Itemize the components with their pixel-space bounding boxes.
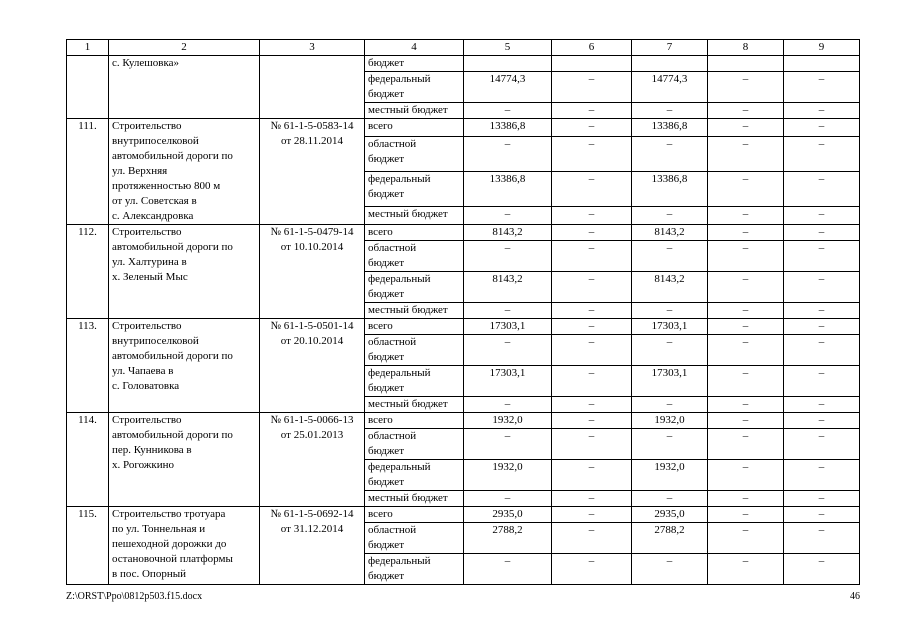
value-cell: – bbox=[464, 103, 552, 119]
value-cell: – bbox=[784, 241, 860, 272]
funding-source: областной бюджет bbox=[365, 523, 464, 554]
funding-source: федеральный бюджет bbox=[365, 554, 464, 585]
funding-source: всего bbox=[365, 225, 464, 241]
value-cell: 13386,8 bbox=[632, 171, 708, 206]
funding-source: местный бюджет bbox=[365, 303, 464, 319]
funding-source: местный бюджет bbox=[365, 491, 464, 507]
value-cell: – bbox=[708, 272, 784, 303]
value-cell: – bbox=[784, 119, 860, 137]
value-cell: – bbox=[708, 72, 784, 103]
value-cell: 2788,2 bbox=[632, 523, 708, 554]
value-cell: 8143,2 bbox=[632, 225, 708, 241]
value-cell: – bbox=[784, 303, 860, 319]
value-cell: – bbox=[552, 241, 632, 272]
value-cell: – bbox=[708, 319, 784, 335]
value-cell: – bbox=[552, 491, 632, 507]
table-row bbox=[67, 225, 860, 241]
funding-source: федеральный бюджет bbox=[365, 72, 464, 103]
value-cell bbox=[708, 56, 784, 72]
value-cell: – bbox=[464, 137, 552, 172]
value-cell: – bbox=[708, 171, 784, 206]
funding-source: всего bbox=[365, 413, 464, 429]
value-cell: – bbox=[552, 366, 632, 397]
permit-number: № 61-1-5-0066-13 от 25.01.2013 bbox=[260, 413, 365, 507]
value-cell: 17303,1 bbox=[464, 366, 552, 397]
value-cell: – bbox=[784, 72, 860, 103]
value-cell: – bbox=[552, 206, 632, 224]
value-cell: – bbox=[632, 137, 708, 172]
funding-source: федеральный бюджет bbox=[365, 366, 464, 397]
value-cell bbox=[464, 56, 552, 72]
value-cell: – bbox=[784, 413, 860, 429]
funding-source: бюджет bbox=[365, 56, 464, 72]
value-cell: 2935,0 bbox=[632, 507, 708, 523]
value-cell: 8143,2 bbox=[632, 272, 708, 303]
table-row bbox=[67, 56, 860, 72]
permit-number: № 61-1-5-0479-14 от 10.10.2014 bbox=[260, 225, 365, 319]
value-cell: – bbox=[784, 137, 860, 172]
value-cell: – bbox=[552, 429, 632, 460]
table-row bbox=[67, 507, 860, 523]
value-cell: – bbox=[552, 335, 632, 366]
value-cell: 17303,1 bbox=[464, 319, 552, 335]
value-cell: – bbox=[784, 429, 860, 460]
funding-source: областной бюджет bbox=[365, 137, 464, 172]
value-cell: – bbox=[708, 303, 784, 319]
value-cell: – bbox=[552, 171, 632, 206]
item-number bbox=[67, 56, 109, 119]
value-cell: – bbox=[552, 225, 632, 241]
value-cell: – bbox=[708, 206, 784, 224]
value-cell: – bbox=[464, 335, 552, 366]
funding-source: всего bbox=[365, 119, 464, 137]
value-cell: – bbox=[784, 491, 860, 507]
value-cell: – bbox=[632, 103, 708, 119]
value-cell bbox=[552, 56, 632, 72]
value-cell: – bbox=[552, 103, 632, 119]
column-number-header: 5 bbox=[464, 40, 552, 56]
value-cell: – bbox=[784, 272, 860, 303]
value-cell: – bbox=[464, 303, 552, 319]
value-cell: – bbox=[552, 523, 632, 554]
header-row bbox=[67, 40, 860, 56]
column-number-header: 3 bbox=[260, 40, 365, 56]
column-number-header: 8 bbox=[708, 40, 784, 56]
value-cell: – bbox=[708, 429, 784, 460]
value-cell: 13386,8 bbox=[464, 171, 552, 206]
value-cell: – bbox=[632, 241, 708, 272]
value-cell: – bbox=[708, 413, 784, 429]
value-cell: – bbox=[708, 241, 784, 272]
page-number: 46 bbox=[850, 591, 860, 602]
value-cell: 2788,2 bbox=[464, 523, 552, 554]
item-title: Строительство автомобильной дороги по пер. Кунникова в х. Рогожкино bbox=[109, 413, 260, 507]
value-cell bbox=[784, 56, 860, 72]
value-cell: 1932,0 bbox=[464, 413, 552, 429]
value-cell: – bbox=[784, 319, 860, 335]
value-cell: – bbox=[784, 397, 860, 413]
value-cell: 1932,0 bbox=[632, 413, 708, 429]
value-cell: – bbox=[464, 206, 552, 224]
item-number: 115. bbox=[67, 507, 109, 585]
value-cell: – bbox=[552, 507, 632, 523]
funding-source: всего bbox=[365, 319, 464, 335]
file-path: Z:\ORST\Ppo\0812p503.f15.docx bbox=[66, 591, 203, 602]
column-number-header: 2 bbox=[109, 40, 260, 56]
value-cell: – bbox=[552, 119, 632, 137]
value-cell: 1932,0 bbox=[632, 460, 708, 491]
value-cell: – bbox=[632, 554, 708, 585]
value-cell: – bbox=[552, 72, 632, 103]
value-cell: – bbox=[464, 491, 552, 507]
value-cell: – bbox=[708, 119, 784, 137]
value-cell: – bbox=[632, 303, 708, 319]
value-cell: 13386,8 bbox=[632, 119, 708, 137]
value-cell: – bbox=[708, 366, 784, 397]
value-cell: – bbox=[708, 491, 784, 507]
value-cell: – bbox=[708, 523, 784, 554]
value-cell: 8143,2 bbox=[464, 225, 552, 241]
value-cell: – bbox=[784, 206, 860, 224]
value-cell: – bbox=[708, 554, 784, 585]
funding-source: всего bbox=[365, 507, 464, 523]
permit-number: № 61-1-5-0501-14 от 20.10.2014 bbox=[260, 319, 365, 413]
item-number: 111. bbox=[67, 119, 109, 225]
value-cell: 17303,1 bbox=[632, 366, 708, 397]
value-cell: – bbox=[784, 366, 860, 397]
value-cell: – bbox=[708, 137, 784, 172]
value-cell: – bbox=[784, 523, 860, 554]
funding-source: федеральный бюджет bbox=[365, 272, 464, 303]
value-cell: – bbox=[708, 397, 784, 413]
funding-source: областной бюджет bbox=[365, 429, 464, 460]
value-cell: 2935,0 bbox=[464, 507, 552, 523]
value-cell: – bbox=[632, 429, 708, 460]
value-cell: 14774,3 bbox=[464, 72, 552, 103]
table-row bbox=[67, 413, 860, 429]
value-cell bbox=[632, 56, 708, 72]
permit-number: № 61-1-5-0583-14 от 28.11.2014 bbox=[260, 119, 365, 225]
value-cell: – bbox=[552, 137, 632, 172]
column-number-header: 7 bbox=[632, 40, 708, 56]
column-number-header: 4 bbox=[365, 40, 464, 56]
value-cell: – bbox=[464, 241, 552, 272]
item-number: 114. bbox=[67, 413, 109, 507]
value-cell: – bbox=[708, 460, 784, 491]
value-cell: – bbox=[552, 272, 632, 303]
value-cell: – bbox=[784, 554, 860, 585]
value-cell: – bbox=[708, 335, 784, 366]
funding-source: местный бюджет bbox=[365, 397, 464, 413]
value-cell: – bbox=[552, 397, 632, 413]
value-cell: 14774,3 bbox=[632, 72, 708, 103]
item-number: 112. bbox=[67, 225, 109, 319]
value-cell: – bbox=[464, 429, 552, 460]
item-title: Строительство внутрипоселковой автомобильной дороги по ул. Чапаева в с. Головатовка bbox=[109, 319, 260, 413]
value-cell: – bbox=[708, 103, 784, 119]
value-cell: – bbox=[552, 554, 632, 585]
value-cell: – bbox=[708, 225, 784, 241]
value-cell: – bbox=[784, 225, 860, 241]
value-cell: – bbox=[784, 171, 860, 206]
value-cell: – bbox=[552, 319, 632, 335]
value-cell: 17303,1 bbox=[632, 319, 708, 335]
item-number: 113. bbox=[67, 319, 109, 413]
funding-source: местный бюджет bbox=[365, 103, 464, 119]
column-number-header: 1 bbox=[67, 40, 109, 56]
value-cell: – bbox=[784, 103, 860, 119]
value-cell: – bbox=[784, 460, 860, 491]
funding-source: федеральный бюджет bbox=[365, 171, 464, 206]
funding-source: областной бюджет bbox=[365, 335, 464, 366]
funding-source: областной бюджет bbox=[365, 241, 464, 272]
value-cell: – bbox=[464, 397, 552, 413]
funding-source: местный бюджет bbox=[365, 206, 464, 224]
value-cell: – bbox=[552, 413, 632, 429]
value-cell: 1932,0 bbox=[464, 460, 552, 491]
value-cell: – bbox=[632, 397, 708, 413]
funding-source: федеральный бюджет bbox=[365, 460, 464, 491]
item-title: с. Кулешовка» bbox=[109, 56, 260, 119]
value-cell: – bbox=[708, 507, 784, 523]
column-number-header: 9 bbox=[784, 40, 860, 56]
value-cell: – bbox=[552, 460, 632, 491]
permit-number: № 61-1-5-0692-14 от 31.12.2014 bbox=[260, 507, 365, 585]
value-cell: – bbox=[632, 206, 708, 224]
table-row bbox=[67, 119, 860, 137]
permit-number bbox=[260, 56, 365, 119]
item-title: Строительство автомобильной дороги по ул. Халтурина в х. Зеленый Мыс bbox=[109, 225, 260, 319]
value-cell: 13386,8 bbox=[464, 119, 552, 137]
column-number-header: 6 bbox=[552, 40, 632, 56]
value-cell: – bbox=[784, 335, 860, 366]
budget-table bbox=[66, 39, 860, 585]
item-title: Строительство тротуара по ул. Тоннельная и пешеходной дорожки до остановочной платформы в пос. Опорный bbox=[109, 507, 260, 585]
value-cell: – bbox=[784, 507, 860, 523]
value-cell: – bbox=[632, 491, 708, 507]
table-row bbox=[67, 319, 860, 335]
item-title: Строительство внутрипоселковой автомобильной дороги по ул. Верхняя протяженностью 800 м от ул. Советская в с. Александровка bbox=[109, 119, 260, 225]
value-cell: – bbox=[464, 554, 552, 585]
value-cell: 8143,2 bbox=[464, 272, 552, 303]
value-cell: – bbox=[552, 303, 632, 319]
value-cell: – bbox=[632, 335, 708, 366]
